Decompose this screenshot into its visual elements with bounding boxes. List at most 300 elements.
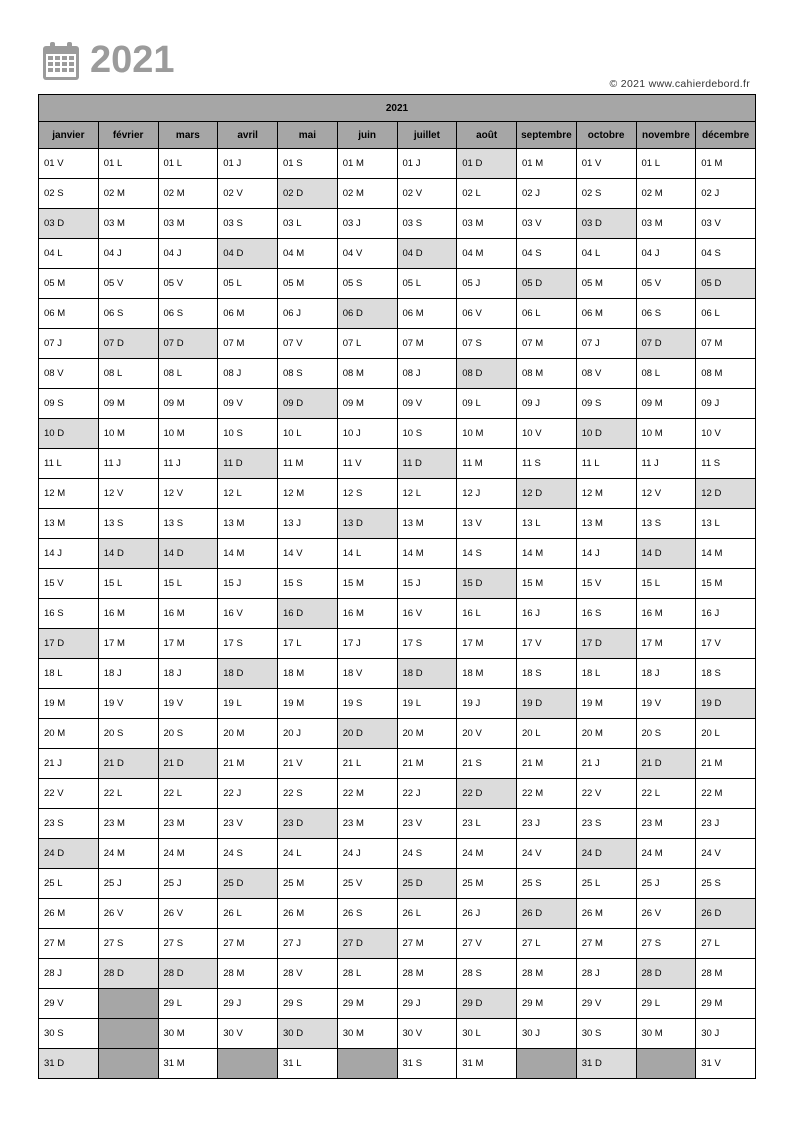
day-cell: 06 J xyxy=(278,299,338,329)
day-cell: 26 M xyxy=(39,899,99,929)
day-cell: 29 M xyxy=(517,989,577,1019)
day-cell: 26 V xyxy=(158,899,218,929)
day-cell: 24 S xyxy=(218,839,278,869)
sunday-day-cell: 20 D xyxy=(337,719,397,749)
day-cell: 16 M xyxy=(337,599,397,629)
day-cell: 09 J xyxy=(696,389,756,419)
day-cell: 09 S xyxy=(576,389,636,419)
day-cell: 18 J xyxy=(98,659,158,689)
day-cell: 19 M xyxy=(576,689,636,719)
day-cell: 15 M xyxy=(517,569,577,599)
day-cell: 06 S xyxy=(158,299,218,329)
day-cell: 09 L xyxy=(457,389,517,419)
day-cell: 22 M xyxy=(337,779,397,809)
day-cell: 08 M xyxy=(337,359,397,389)
day-cell: 26 S xyxy=(337,899,397,929)
day-cell: 15 M xyxy=(337,569,397,599)
day-cell: 16 S xyxy=(576,599,636,629)
day-cell: 31 M xyxy=(158,1049,218,1079)
day-cell: 20 V xyxy=(457,719,517,749)
day-cell: 18 S xyxy=(517,659,577,689)
day-cell: 13 M xyxy=(397,509,457,539)
day-cell: 23 J xyxy=(696,809,756,839)
year-calendar-table xyxy=(38,94,756,1079)
day-cell: 31 L xyxy=(278,1049,338,1079)
sunday-day-cell: 07 D xyxy=(98,329,158,359)
copyright-text: © 2021 www.cahierdebord.fr xyxy=(609,78,750,90)
day-cell: 21 M xyxy=(218,749,278,779)
day-cell: 11 S xyxy=(517,449,577,479)
day-cell: 19 M xyxy=(278,689,338,719)
day-cell: 27 M xyxy=(39,929,99,959)
day-cell: 03 L xyxy=(278,209,338,239)
day-cell: 01 V xyxy=(576,149,636,179)
sunday-day-cell: 31 D xyxy=(576,1049,636,1079)
day-row xyxy=(39,809,756,839)
day-cell: 04 S xyxy=(696,239,756,269)
day-row xyxy=(39,269,756,299)
day-cell: 30 S xyxy=(39,1019,99,1049)
day-cell: 22 V xyxy=(39,779,99,809)
day-cell: 27 V xyxy=(457,929,517,959)
day-cell: 13 L xyxy=(517,509,577,539)
day-cell: 04 L xyxy=(576,239,636,269)
day-row xyxy=(39,689,756,719)
day-cell: 22 M xyxy=(517,779,577,809)
day-cell: 04 V xyxy=(337,239,397,269)
day-cell: 07 M xyxy=(696,329,756,359)
sunday-day-cell: 27 D xyxy=(337,929,397,959)
day-cell: 28 M xyxy=(397,959,457,989)
day-cell: 03 V xyxy=(696,209,756,239)
day-cell: 09 M xyxy=(158,389,218,419)
day-cell: 29 S xyxy=(278,989,338,1019)
day-cell: 12 J xyxy=(457,479,517,509)
day-cell: 06 L xyxy=(517,299,577,329)
day-cell: 10 M xyxy=(158,419,218,449)
sunday-day-cell: 01 D xyxy=(457,149,517,179)
day-cell: 09 V xyxy=(397,389,457,419)
day-cell: 14 M xyxy=(218,539,278,569)
day-cell: 12 V xyxy=(636,479,696,509)
day-cell: 19 M xyxy=(39,689,99,719)
day-cell: 29 V xyxy=(576,989,636,1019)
day-row xyxy=(39,239,756,269)
day-row xyxy=(39,719,756,749)
sunday-day-cell: 21 D xyxy=(636,749,696,779)
empty-day-cell xyxy=(636,1049,696,1079)
day-cell: 06 V xyxy=(457,299,517,329)
day-cell: 11 L xyxy=(576,449,636,479)
day-cell: 23 J xyxy=(517,809,577,839)
day-cell: 15 L xyxy=(158,569,218,599)
sunday-day-cell: 17 D xyxy=(39,629,99,659)
day-cell: 08 L xyxy=(158,359,218,389)
day-cell: 22 L xyxy=(158,779,218,809)
day-cell: 05 S xyxy=(337,269,397,299)
day-cell: 01 M xyxy=(337,149,397,179)
empty-day-cell xyxy=(98,1019,158,1049)
sunday-day-cell: 14 D xyxy=(158,539,218,569)
day-cell: 17 J xyxy=(337,629,397,659)
day-cell: 16 M xyxy=(158,599,218,629)
day-cell: 27 S xyxy=(98,929,158,959)
day-cell: 02 J xyxy=(696,179,756,209)
day-cell: 30 M xyxy=(158,1019,218,1049)
day-cell: 06 M xyxy=(39,299,99,329)
day-cell: 01 L xyxy=(158,149,218,179)
day-cell: 20 J xyxy=(278,719,338,749)
month-header: novembre xyxy=(636,122,696,149)
day-cell: 05 L xyxy=(397,269,457,299)
day-cell: 05 V xyxy=(636,269,696,299)
day-cell: 17 M xyxy=(457,629,517,659)
day-cell: 22 S xyxy=(278,779,338,809)
day-cell: 25 J xyxy=(636,869,696,899)
day-cell: 16 V xyxy=(397,599,457,629)
day-cell: 02 M xyxy=(98,179,158,209)
day-cell: 07 M xyxy=(218,329,278,359)
sunday-day-cell: 18 D xyxy=(218,659,278,689)
day-cell: 07 M xyxy=(397,329,457,359)
day-cell: 12 L xyxy=(397,479,457,509)
day-cell: 02 M xyxy=(337,179,397,209)
day-cell: 16 J xyxy=(696,599,756,629)
day-cell: 18 L xyxy=(39,659,99,689)
day-cell: 07 J xyxy=(576,329,636,359)
day-cell: 17 V xyxy=(517,629,577,659)
day-cell: 23 M xyxy=(337,809,397,839)
day-cell: 28 M xyxy=(696,959,756,989)
day-cell: 03 S xyxy=(397,209,457,239)
day-row xyxy=(39,539,756,569)
day-cell: 13 S xyxy=(158,509,218,539)
day-cell: 15 V xyxy=(576,569,636,599)
day-cell: 06 M xyxy=(576,299,636,329)
day-cell: 31 V xyxy=(696,1049,756,1079)
sunday-day-cell: 07 D xyxy=(636,329,696,359)
day-cell: 05 V xyxy=(158,269,218,299)
day-cell: 11 S xyxy=(696,449,756,479)
month-header: mai xyxy=(278,122,338,149)
day-row xyxy=(39,869,756,899)
day-cell: 20 S xyxy=(636,719,696,749)
day-cell: 08 M xyxy=(517,359,577,389)
sunday-day-cell: 04 D xyxy=(218,239,278,269)
empty-day-cell xyxy=(517,1049,577,1079)
day-cell: 15 M xyxy=(696,569,756,599)
day-cell: 09 V xyxy=(218,389,278,419)
day-cell: 03 S xyxy=(218,209,278,239)
day-cell: 02 M xyxy=(158,179,218,209)
sunday-day-cell: 31 D xyxy=(39,1049,99,1079)
day-cell: 19 L xyxy=(218,689,278,719)
day-cell: 17 L xyxy=(278,629,338,659)
day-cell: 06 M xyxy=(397,299,457,329)
day-cell: 18 L xyxy=(576,659,636,689)
sunday-day-cell: 24 D xyxy=(39,839,99,869)
day-cell: 10 S xyxy=(218,419,278,449)
day-cell: 08 J xyxy=(218,359,278,389)
sunday-day-cell: 08 D xyxy=(457,359,517,389)
day-cell: 03 J xyxy=(337,209,397,239)
day-cell: 21 M xyxy=(397,749,457,779)
day-cell: 14 M xyxy=(696,539,756,569)
sunday-day-cell: 12 D xyxy=(696,479,756,509)
day-cell: 13 S xyxy=(98,509,158,539)
day-row xyxy=(39,209,756,239)
day-cell: 14 V xyxy=(278,539,338,569)
day-cell: 24 V xyxy=(696,839,756,869)
calendar-icon xyxy=(42,41,80,86)
day-cell: 29 M xyxy=(696,989,756,1019)
day-cell: 07 S xyxy=(457,329,517,359)
day-row xyxy=(39,1049,756,1079)
day-row xyxy=(39,779,756,809)
day-cell: 22 V xyxy=(576,779,636,809)
day-row xyxy=(39,749,756,779)
day-cell: 05 J xyxy=(457,269,517,299)
sunday-day-cell: 05 D xyxy=(517,269,577,299)
day-cell: 10 V xyxy=(696,419,756,449)
day-cell: 14 J xyxy=(576,539,636,569)
day-cell: 30 M xyxy=(636,1019,696,1049)
day-cell: 30 L xyxy=(457,1019,517,1049)
day-cell: 20 S xyxy=(98,719,158,749)
day-cell: 24 M xyxy=(457,839,517,869)
day-cell: 02 S xyxy=(39,179,99,209)
day-cell: 23 V xyxy=(218,809,278,839)
day-cell: 29 M xyxy=(337,989,397,1019)
day-cell: 10 M xyxy=(98,419,158,449)
day-cell: 15 L xyxy=(636,569,696,599)
sunday-day-cell: 10 D xyxy=(39,419,99,449)
sunday-day-cell: 26 D xyxy=(517,899,577,929)
sunday-day-cell: 28 D xyxy=(158,959,218,989)
day-cell: 02 M xyxy=(636,179,696,209)
day-cell: 13 L xyxy=(696,509,756,539)
month-header: mars xyxy=(158,122,218,149)
day-cell: 11 J xyxy=(158,449,218,479)
sunday-day-cell: 28 D xyxy=(98,959,158,989)
day-cell: 22 L xyxy=(98,779,158,809)
month-header: juin xyxy=(337,122,397,149)
day-cell: 13 V xyxy=(457,509,517,539)
day-row xyxy=(39,569,756,599)
month-header: décembre xyxy=(696,122,756,149)
day-cell: 20 M xyxy=(39,719,99,749)
day-cell: 08 L xyxy=(636,359,696,389)
day-row xyxy=(39,659,756,689)
sunday-day-cell: 24 D xyxy=(576,839,636,869)
day-cell: 03 M xyxy=(636,209,696,239)
day-cell: 22 M xyxy=(696,779,756,809)
day-cell: 14 L xyxy=(337,539,397,569)
empty-day-cell xyxy=(98,1049,158,1079)
sunday-day-cell: 16 D xyxy=(278,599,338,629)
sunday-day-cell: 21 D xyxy=(98,749,158,779)
day-cell: 21 L xyxy=(337,749,397,779)
sunday-day-cell: 14 D xyxy=(98,539,158,569)
day-cell: 10 L xyxy=(278,419,338,449)
day-cell: 26 V xyxy=(98,899,158,929)
day-row xyxy=(39,329,756,359)
day-cell: 26 M xyxy=(278,899,338,929)
day-cell: 28 M xyxy=(517,959,577,989)
sunday-day-cell: 28 D xyxy=(636,959,696,989)
month-header: juillet xyxy=(397,122,457,149)
day-cell: 06 S xyxy=(98,299,158,329)
sunday-day-cell: 05 D xyxy=(696,269,756,299)
day-cell: 20 L xyxy=(517,719,577,749)
day-row xyxy=(39,419,756,449)
day-cell: 12 M xyxy=(278,479,338,509)
month-header: janvier xyxy=(39,122,99,149)
month-header: septembre xyxy=(517,122,577,149)
day-cell: 06 M xyxy=(218,299,278,329)
sunday-day-cell: 02 D xyxy=(278,179,338,209)
day-cell: 30 V xyxy=(397,1019,457,1049)
day-cell: 01 J xyxy=(397,149,457,179)
day-cell: 26 V xyxy=(636,899,696,929)
day-row xyxy=(39,479,756,509)
day-cell: 04 J xyxy=(98,239,158,269)
day-cell: 19 V xyxy=(636,689,696,719)
day-cell: 24 M xyxy=(636,839,696,869)
sunday-day-cell: 12 D xyxy=(517,479,577,509)
day-cell: 13 J xyxy=(278,509,338,539)
sunday-day-cell: 03 D xyxy=(576,209,636,239)
empty-day-cell xyxy=(337,1049,397,1079)
day-cell: 08 S xyxy=(278,359,338,389)
day-cell: 18 V xyxy=(337,659,397,689)
day-cell: 13 S xyxy=(636,509,696,539)
sunday-day-cell: 06 D xyxy=(337,299,397,329)
day-cell: 09 M xyxy=(337,389,397,419)
day-row xyxy=(39,989,756,1019)
day-cell: 11 L xyxy=(39,449,99,479)
day-cell: 21 V xyxy=(278,749,338,779)
day-row xyxy=(39,149,756,179)
day-cell: 12 V xyxy=(98,479,158,509)
day-cell: 25 S xyxy=(696,869,756,899)
day-cell: 17 M xyxy=(636,629,696,659)
day-cell: 25 S xyxy=(517,869,577,899)
year-header-row xyxy=(39,95,756,122)
sunday-day-cell: 07 D xyxy=(158,329,218,359)
day-cell: 13 M xyxy=(218,509,278,539)
day-cell: 18 S xyxy=(696,659,756,689)
day-cell: 27 M xyxy=(397,929,457,959)
sunday-day-cell: 14 D xyxy=(636,539,696,569)
day-cell: 16 J xyxy=(517,599,577,629)
day-cell: 23 M xyxy=(98,809,158,839)
sunday-day-cell: 30 D xyxy=(278,1019,338,1049)
sunday-day-cell: 09 D xyxy=(278,389,338,419)
day-cell: 24 V xyxy=(517,839,577,869)
day-cell: 04 J xyxy=(636,239,696,269)
page-title: 2021 xyxy=(90,39,175,81)
day-cell: 11 M xyxy=(457,449,517,479)
day-cell: 29 J xyxy=(218,989,278,1019)
day-cell: 11 V xyxy=(337,449,397,479)
day-cell: 25 M xyxy=(278,869,338,899)
day-cell: 12 V xyxy=(158,479,218,509)
day-cell: 01 S xyxy=(278,149,338,179)
day-cell: 05 M xyxy=(576,269,636,299)
day-cell: 10 M xyxy=(636,419,696,449)
day-cell: 07 L xyxy=(337,329,397,359)
page-header xyxy=(40,40,756,94)
day-cell: 11 M xyxy=(278,449,338,479)
day-cell: 24 S xyxy=(397,839,457,869)
day-cell: 16 S xyxy=(39,599,99,629)
day-cell: 26 L xyxy=(218,899,278,929)
day-cell: 15 L xyxy=(98,569,158,599)
day-cell: 03 V xyxy=(517,209,577,239)
day-cell: 15 J xyxy=(218,569,278,599)
day-cell: 29 L xyxy=(158,989,218,1019)
month-header: février xyxy=(98,122,158,149)
day-cell: 18 J xyxy=(158,659,218,689)
sunday-day-cell: 17 D xyxy=(576,629,636,659)
day-cell: 17 V xyxy=(696,629,756,659)
day-cell: 27 J xyxy=(278,929,338,959)
day-cell: 09 M xyxy=(636,389,696,419)
day-cell: 24 M xyxy=(98,839,158,869)
day-cell: 21 M xyxy=(517,749,577,779)
day-cell: 16 V xyxy=(218,599,278,629)
day-cell: 11 J xyxy=(636,449,696,479)
day-cell: 09 S xyxy=(39,389,99,419)
calendar-body xyxy=(39,149,756,1079)
day-cell: 02 S xyxy=(576,179,636,209)
day-cell: 26 L xyxy=(397,899,457,929)
day-cell: 25 J xyxy=(158,869,218,899)
day-cell: 01 L xyxy=(636,149,696,179)
day-cell: 30 J xyxy=(517,1019,577,1049)
day-cell: 14 J xyxy=(39,539,99,569)
empty-day-cell xyxy=(98,989,158,1019)
day-row xyxy=(39,299,756,329)
sunday-day-cell: 29 D xyxy=(457,989,517,1019)
day-cell: 23 S xyxy=(576,809,636,839)
day-cell: 05 V xyxy=(98,269,158,299)
day-cell: 03 M xyxy=(98,209,158,239)
sunday-day-cell: 19 D xyxy=(696,689,756,719)
day-cell: 07 M xyxy=(517,329,577,359)
day-cell: 27 L xyxy=(517,929,577,959)
day-cell: 14 M xyxy=(517,539,577,569)
empty-day-cell xyxy=(218,1049,278,1079)
day-cell: 10 S xyxy=(397,419,457,449)
day-row xyxy=(39,599,756,629)
day-cell: 08 L xyxy=(98,359,158,389)
day-cell: 13 M xyxy=(39,509,99,539)
month-header: août xyxy=(457,122,517,149)
day-cell: 23 M xyxy=(158,809,218,839)
day-cell: 19 S xyxy=(337,689,397,719)
day-cell: 26 M xyxy=(576,899,636,929)
day-cell: 04 S xyxy=(517,239,577,269)
month-header-row xyxy=(39,122,756,149)
day-cell: 12 S xyxy=(337,479,397,509)
day-cell: 19 V xyxy=(158,689,218,719)
day-cell: 03 M xyxy=(158,209,218,239)
sunday-day-cell: 10 D xyxy=(576,419,636,449)
day-cell: 15 V xyxy=(39,569,99,599)
day-cell: 07 V xyxy=(278,329,338,359)
